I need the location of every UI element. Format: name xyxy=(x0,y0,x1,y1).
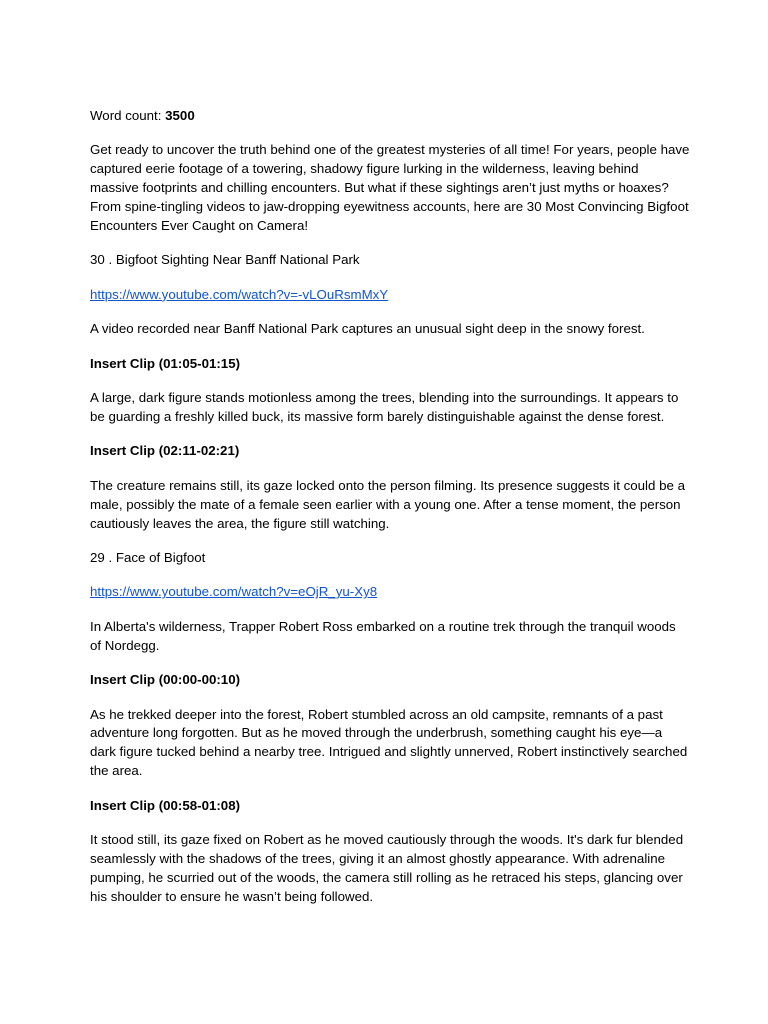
section-description: A video recorded near Banff National Park captures an unusual sight deep in the snowy forest. xyxy=(90,321,645,337)
word-count-value: 3500 xyxy=(165,108,195,123)
insert-clip-label: Insert Clip (02:11-02:21) xyxy=(90,443,240,459)
insert-clip-label: Insert Clip (00:00-00:10) xyxy=(90,672,241,688)
intro-paragraph: Get ready to uncover the truth behind one of the greatest mysteries of all time! For years, people have captured eerie footage of a towering, shadowy figure lurking in the wilderness, leaving behind massive footprints and chilling encounters. But what if these sightings aren’t just myths or hoaxes? From spine-tingling videos to jaw-dropping eyewitness accounts, here are 30 Most Convincing Bigfoot Encounters Ever Caught on Camera! xyxy=(90,142,690,234)
insert-clip-label: Insert Clip (00:58-01:08) xyxy=(90,797,241,813)
body-paragraph: As he trekked deeper into the forest, Robert stumbled across an old campsite, remnants of a past adventure long forgotten. But as he moved through the underbrush, something caught his eye—a dark figure tucked behind a nearby tree. Intrigued and slightly unnerved, Robert instinctively searched the area. xyxy=(90,706,688,779)
insert-clip-label: Insert Clip (01:05-01:15) xyxy=(90,355,241,371)
section-heading: 30 . Bigfoot Sighting Near Banff National Park xyxy=(90,252,360,268)
body-paragraph: The creature remains still, its gaze locked onto the person filming. Its presence suggests it could be a male, possibly the mate of a female seen earlier with a young one. After a tense moment, the person cautiously leaves the area, the figure still watching. xyxy=(90,477,685,531)
body-paragraph: It stood still, its gaze fixed on Robert as he moved cautiously through the woods. It's dark fur blended seamlessly with the shadows of the trees, giving it an almost ghostly appearance. With adrenaline pumping, he scurried out of the woods, the camera still rolling as he retraced his steps, glancing over his shoulder to ensure he wasn’t being followed. xyxy=(90,832,684,904)
body-paragraph: A large, dark figure stands motionless among the trees, blending into the surroundings. It appears to be guarding a freshly killed buck, its massive form barely distinguishable against the dense forest. xyxy=(90,390,679,424)
section-heading: 29 . Face of Bigfoot xyxy=(90,550,206,565)
section-description: In Alberta's wilderness, Trapper Robert Ross embarked on a routine trek through the tranquil woods of Nordegg. xyxy=(90,618,676,653)
word-count-line xyxy=(90,107,690,126)
youtube-link[interactable]: https://www.youtube.com/watch?v=-vLOuRsmMxY xyxy=(90,286,389,302)
word-count-label: Word count: xyxy=(90,108,166,123)
document-page xyxy=(90,107,690,922)
youtube-link[interactable]: https://www.youtube.com/watch?v=eOjR_yu-Xy8 xyxy=(90,584,378,600)
